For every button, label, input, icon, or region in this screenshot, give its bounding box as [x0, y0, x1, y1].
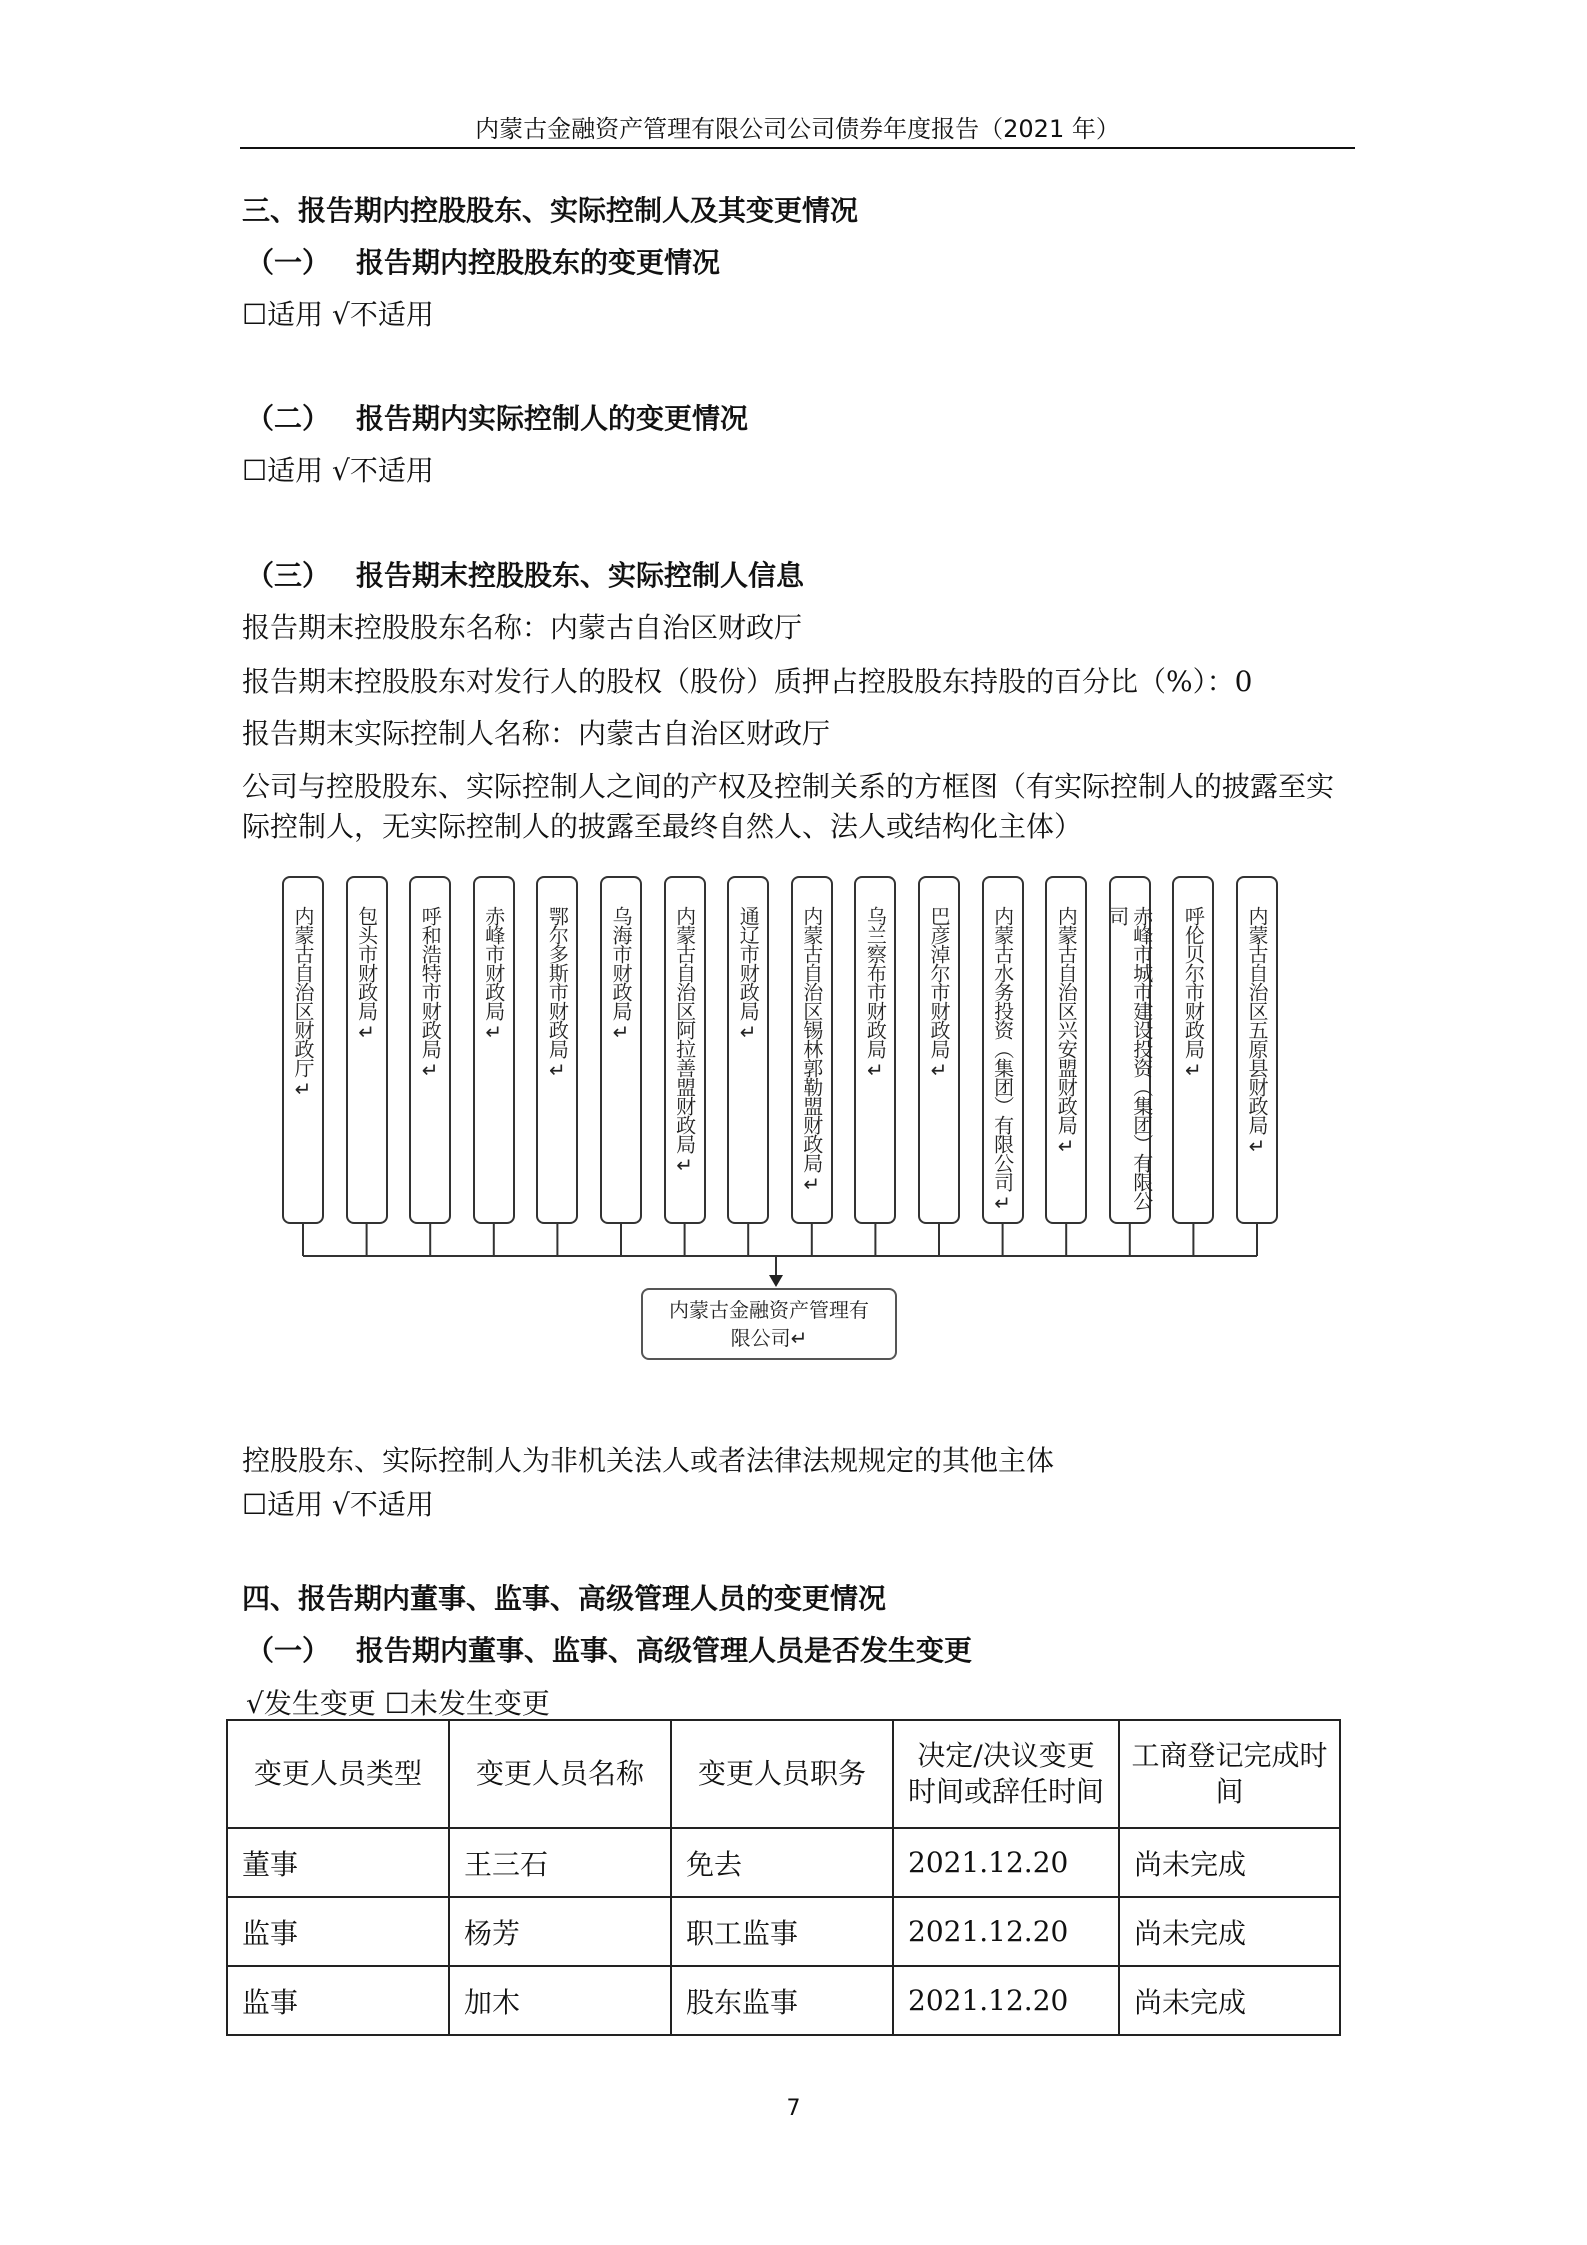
header-rule	[240, 147, 1355, 149]
subsection-3-3-title	[246, 556, 804, 596]
non-government-subject-option: ☐适用 √不适用	[242, 1488, 434, 1521]
shareholder-name: 内蒙古自治区五原县财政局↵	[1245, 906, 1269, 1157]
table-cell: 尚未完成	[1119, 1897, 1340, 1966]
shareholder-name: 赤峰市财政局↵	[481, 906, 506, 1043]
shareholder-box	[409, 876, 451, 1224]
subsection-3-1-title	[246, 243, 720, 283]
shareholder-name: 乌海市财政局↵	[609, 906, 633, 1043]
table-cell: 监事	[227, 1897, 449, 1966]
change-option: √发生变更 ☐未发生变更	[246, 1687, 550, 1720]
shareholder-box	[536, 876, 578, 1224]
table-cell: 职工监事	[671, 1897, 893, 1966]
table-cell: 王三石	[449, 1828, 671, 1897]
subsection-3-2-option: ☐适用 √不适用	[242, 454, 434, 487]
subsection-4-1-number: （一）	[246, 1634, 331, 1667]
non-government-subject-text: 控股股东、实际控制人为非机关法人或者法律法规规定的其他主体	[242, 1444, 1055, 1477]
shareholder-box	[791, 876, 833, 1224]
shareholder-name: 内蒙古自治区兴安盟财政局↵	[1054, 906, 1079, 1157]
actual-controller-name: 报告期末实际控制人名称：内蒙古自治区财政厅	[242, 717, 831, 750]
shareholder-box	[918, 876, 960, 1224]
shareholder-name: 鄂尔多斯市财政局↵	[545, 906, 570, 1081]
shareholder-name: 通辽市财政局↵	[736, 906, 761, 1043]
shareholder-box	[1105, 876, 1154, 1224]
subsection-3-1-option: ☐适用 √不适用	[242, 298, 434, 331]
page-header: 内蒙古金融资产管理有限公司公司债券年度报告（2021 年）	[475, 115, 1120, 143]
table-header-cell: 变更人员职务	[671, 1720, 893, 1828]
table-header-cell: 工商登记完成时间	[1119, 1720, 1340, 1828]
table-row	[227, 1966, 1340, 2035]
shareholder-name: 乌兰察布市财政局↵	[863, 906, 888, 1081]
subsection-3-2-title	[246, 399, 748, 439]
table-header-cell: 变更人员名称	[449, 1720, 671, 1828]
shareholder-name: 呼和浩特市财政局↵	[418, 906, 443, 1081]
shareholder-name: 赤峰市城市建设投资（集团）有限公司	[1105, 906, 1154, 1210]
table-cell: 尚未完成	[1119, 1828, 1340, 1897]
subsection-4-1-text: 报告期内董事、监事、高级管理人员是否发生变更	[356, 1634, 973, 1667]
subsection-3-3-number: （三）	[246, 559, 331, 592]
table-cell: 尚未完成	[1119, 1966, 1340, 2035]
table-header-row	[227, 1720, 1340, 1828]
shareholder-box	[1172, 876, 1214, 1224]
pledge-percentage: 报告期末控股股东对发行人的股权（股份）质押占控股股东持股的百分比（%）：0	[242, 665, 1253, 698]
shareholder-name: 内蒙古自治区锡林郭勒盟财政局↵	[799, 906, 824, 1195]
shareholder-box	[982, 876, 1024, 1224]
table-cell: 2021.12.20	[893, 1828, 1119, 1897]
shareholder-name: 呼伦贝尔市财政局↵	[1181, 906, 1206, 1081]
diagram-caption: 公司与控股股东、实际控制人之间的产权及控制关系的方框图（有实际控制人的披露至实际控制人，无实际控制人的披露至最终自然人、法人或结构化主体）	[242, 770, 1335, 843]
shareholder-name: 内蒙古水务投资（集团）有限公司↵	[990, 906, 1015, 1214]
shareholder-name: 包头市财政局↵	[354, 906, 379, 1043]
shareholder-name: 内蒙古自治区财政厅↵	[291, 906, 315, 1100]
shareholder-box	[1236, 876, 1278, 1224]
table-header-cell: 决定/决议变更时间或辞任时间	[893, 1720, 1119, 1828]
subsection-3-1-text: 报告期内控股股东的变更情况	[356, 246, 721, 279]
table-cell: 2021.12.20	[893, 1897, 1119, 1966]
shareholder-box	[473, 876, 515, 1224]
table-row	[227, 1897, 1340, 1966]
controlling-shareholder-name: 报告期末控股股东名称：内蒙古自治区财政厅	[242, 611, 803, 644]
arrow-head-icon	[769, 1275, 783, 1287]
subsection-3-3-text: 报告期末控股股东、实际控制人信息	[356, 559, 805, 592]
personnel-change-table	[226, 1719, 1341, 2036]
subsection-3-2-number: （二）	[246, 402, 331, 435]
table-cell: 监事	[227, 1966, 449, 2035]
shareholder-name: 内蒙古自治区阿拉善盟财政局↵	[672, 906, 697, 1176]
subsection-3-2-text: 报告期内实际控制人的变更情况	[356, 402, 749, 435]
table-header-cell: 变更人员类型	[227, 1720, 449, 1828]
table-cell: 2021.12.20	[893, 1966, 1119, 2035]
shareholder-box	[727, 876, 769, 1224]
table-cell: 董事	[227, 1828, 449, 1897]
shareholder-box	[282, 876, 324, 1224]
table-cell: 加木	[449, 1966, 671, 2035]
shareholder-box	[664, 876, 706, 1224]
shareholder-box	[600, 876, 642, 1224]
table-cell: 股东监事	[671, 1966, 893, 2035]
table-cell: 免去	[671, 1828, 893, 1897]
shareholder-box	[1045, 876, 1087, 1224]
section-4-title: 四、报告期内董事、监事、高级管理人员的变更情况	[242, 1582, 887, 1615]
shareholder-box	[346, 876, 388, 1224]
shareholder-box	[854, 876, 896, 1224]
page-number: 7	[786, 2096, 801, 2121]
table-cell: 杨芳	[449, 1897, 671, 1966]
company-box: 内蒙古金融资产管理有限公司↵	[641, 1288, 897, 1360]
table-row	[227, 1828, 1340, 1897]
section-3-title: 三、报告期内控股股东、实际控制人及其变更情况	[242, 194, 859, 227]
shareholder-name: 巴彦淖尔市财政局↵	[927, 906, 951, 1081]
subsection-4-1-title	[246, 1631, 972, 1671]
subsection-3-1-number: （一）	[246, 246, 331, 279]
